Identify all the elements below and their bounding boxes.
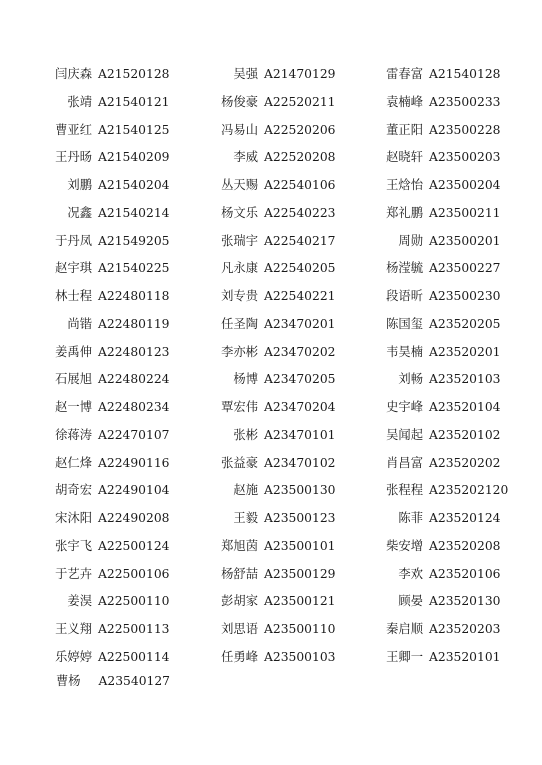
student-id: A22500106 xyxy=(98,566,170,581)
name-id-grid xyxy=(0,63,542,674)
student-name: 曹亚红 xyxy=(55,122,92,137)
student-id: A23500101 xyxy=(264,538,336,553)
table-row xyxy=(0,452,542,480)
student-id: A23470202 xyxy=(264,344,336,359)
student-id: A23500233 xyxy=(429,94,501,109)
student-name: 王毅 xyxy=(233,511,258,525)
student-name: 胡奇宏 xyxy=(55,483,92,498)
student-name: 乐婷婷 xyxy=(55,649,92,664)
student-name: 张靖 xyxy=(67,94,92,109)
student-id: A21540225 xyxy=(98,261,170,276)
table-row xyxy=(0,507,542,535)
table-row xyxy=(0,202,542,230)
student-id: A21540128 xyxy=(429,67,501,81)
student-name: 刘专贵 xyxy=(221,289,258,303)
student-id: A22490116 xyxy=(98,455,170,470)
student-name: 王卿一 xyxy=(386,649,423,664)
student-id: A23520101 xyxy=(429,649,501,664)
student-name: 杨俊豪 xyxy=(221,94,258,109)
student-id: A23500121 xyxy=(264,594,336,609)
table-row xyxy=(0,424,542,452)
student-id: A22490208 xyxy=(98,511,170,525)
student-id: A23470204 xyxy=(264,400,336,414)
student-name: 杨舒喆 xyxy=(221,566,258,581)
student-name: 于艺卉 xyxy=(55,566,92,581)
student-name: 王丹旸 xyxy=(55,150,92,165)
student-id: A22520211 xyxy=(264,94,336,109)
student-name: 赵宇琪 xyxy=(55,261,92,276)
student-name: 彭胡家 xyxy=(221,594,258,609)
student-id: A23520104 xyxy=(429,400,501,414)
student-name: 张宇飞 xyxy=(55,538,92,553)
student-id: A23500211 xyxy=(429,205,501,220)
student-id: A22480118 xyxy=(98,289,170,303)
student-id: A23500228 xyxy=(429,122,501,137)
student-name: 韦昊楠 xyxy=(386,344,423,359)
table-row xyxy=(0,257,542,285)
student-id: A22540217 xyxy=(264,233,336,248)
table-row xyxy=(0,396,542,424)
student-name: 张瑞宇 xyxy=(221,233,258,248)
student-id: A22540205 xyxy=(264,261,336,276)
table-row xyxy=(0,174,542,202)
student-id: A23470102 xyxy=(264,455,336,470)
student-id: A22520208 xyxy=(264,150,336,165)
student-name: 李威 xyxy=(233,150,258,165)
student-id: A22540223 xyxy=(264,205,336,220)
student-id: A23520124 xyxy=(429,511,501,525)
student-name: 秦启顺 xyxy=(386,622,423,636)
student-id: A22470107 xyxy=(98,427,170,442)
student-name: 郑旭茵 xyxy=(221,538,258,553)
student-name: 尚锴 xyxy=(67,316,92,331)
student-id: A23520102 xyxy=(429,427,501,442)
student-name: 史宇峰 xyxy=(386,400,423,414)
student-name: 顾晏 xyxy=(398,594,423,609)
table-row xyxy=(0,313,542,341)
table-row xyxy=(0,91,542,119)
table-row xyxy=(0,146,542,174)
student-id: A22480123 xyxy=(98,344,170,359)
student-name: 丛天赐 xyxy=(221,178,258,192)
student-name: 况鑫 xyxy=(67,205,92,220)
student-name: 郑礼鹏 xyxy=(386,205,423,220)
student-name: 刘畅 xyxy=(398,372,423,387)
table-row xyxy=(0,341,542,369)
student-id: A21549205 xyxy=(98,233,170,248)
student-name: 周勋 xyxy=(398,233,423,248)
student-id: A23500203 xyxy=(429,150,501,165)
student-id: A23520203 xyxy=(429,622,501,636)
student-id: A22500110 xyxy=(98,594,170,609)
student-id: A23470205 xyxy=(264,372,336,387)
student-id: A23520202 xyxy=(429,455,501,470)
student-name: 覃宏伟 xyxy=(221,400,258,414)
student-name: 董正阳 xyxy=(386,122,423,137)
student-id: A23500103 xyxy=(264,649,336,664)
student-id: A23500201 xyxy=(429,233,501,248)
student-name: 李亦彬 xyxy=(221,344,258,359)
student-id: A23540127 xyxy=(98,674,171,688)
student-id: A21540121 xyxy=(98,94,170,109)
student-id: A23500110 xyxy=(264,622,336,636)
student-id: A22540221 xyxy=(264,289,336,303)
student-name: 张程程 xyxy=(386,483,423,498)
student-name: 杨博 xyxy=(233,372,258,387)
last-entry xyxy=(56,672,170,690)
student-id: A22500113 xyxy=(98,622,170,636)
table-row xyxy=(0,119,542,147)
student-id: A21540125 xyxy=(98,122,170,137)
student-id: A23520205 xyxy=(429,316,501,331)
student-name: 陈菲 xyxy=(398,511,423,525)
student-name: 柴安增 xyxy=(386,538,423,553)
student-name: 林士程 xyxy=(55,289,92,303)
student-id: A23520201 xyxy=(429,344,501,359)
student-id: A22520206 xyxy=(264,122,336,137)
student-name: 姜淏 xyxy=(67,594,92,609)
student-name: 任勇峰 xyxy=(221,649,258,664)
student-name: 刘鹏 xyxy=(67,178,92,192)
student-name: 王焓怡 xyxy=(386,178,423,192)
student-id: A21540204 xyxy=(98,178,170,192)
student-name: 王义翔 xyxy=(55,622,92,636)
student-id: A21520128 xyxy=(98,67,170,81)
student-name: 冯易山 xyxy=(221,122,258,137)
student-name: 袁楠峰 xyxy=(386,94,423,109)
student-name: 肖昌富 xyxy=(386,455,423,470)
table-row xyxy=(0,535,542,563)
student-id: A21540209 xyxy=(98,150,170,165)
student-name: 张彬 xyxy=(233,427,258,442)
student-name: 吴强 xyxy=(233,67,258,81)
student-id: A23500227 xyxy=(429,261,501,276)
student-name: 吴闻起 xyxy=(386,427,423,442)
student-id: A21470129 xyxy=(264,67,336,81)
student-id: A22490104 xyxy=(98,483,170,498)
student-name: 陈国玺 xyxy=(386,316,423,331)
student-id: A22480224 xyxy=(98,372,170,387)
student-id: A22540106 xyxy=(264,178,336,192)
table-row xyxy=(0,618,542,646)
table-row xyxy=(0,368,542,396)
student-id: A22480119 xyxy=(98,316,170,331)
table-row xyxy=(0,563,542,591)
student-name: 宋沐阳 xyxy=(55,511,92,525)
student-name: 李欢 xyxy=(398,566,423,581)
student-id: A23500129 xyxy=(264,566,336,581)
student-name: 赵仁烽 xyxy=(55,455,92,470)
student-name: 赵晓轩 xyxy=(386,150,423,165)
student-name: 刘思语 xyxy=(221,622,258,636)
student-name: 于丹凤 xyxy=(55,233,92,248)
table-row xyxy=(0,63,542,91)
table-row xyxy=(0,479,542,507)
student-name: 段语昕 xyxy=(386,289,423,303)
student-name: 张益豪 xyxy=(221,455,258,470)
student-name: 凡永康 xyxy=(221,261,258,276)
student-id: A235202120 xyxy=(429,483,509,498)
student-id: A23500130 xyxy=(264,483,336,498)
student-name: 赵施 xyxy=(233,483,258,498)
student-name: 任圣陶 xyxy=(221,316,258,331)
student-id: A22480234 xyxy=(98,400,170,414)
student-id: A23520130 xyxy=(429,594,501,609)
student-name: 徐蒋涛 xyxy=(55,427,92,442)
student-id: A22500124 xyxy=(98,538,170,553)
student-id: A23500123 xyxy=(264,511,336,525)
student-name: 闫庆森 xyxy=(55,67,92,81)
student-name: 石展旭 xyxy=(55,372,92,387)
student-id: A22500114 xyxy=(98,649,170,664)
student-id: A23520103 xyxy=(429,372,501,387)
student-name: 赵一博 xyxy=(55,400,92,414)
student-name: 曹杨 xyxy=(56,674,81,688)
student-id: A23520208 xyxy=(429,538,501,553)
student-id: A23500230 xyxy=(429,289,501,303)
table-row xyxy=(0,230,542,258)
student-id: A23470201 xyxy=(264,316,336,331)
student-id: A23500204 xyxy=(429,178,501,192)
student-name: 杨文乐 xyxy=(221,205,258,220)
student-id: A23520106 xyxy=(429,566,501,581)
student-name: 杨滢毓 xyxy=(386,261,423,276)
student-id: A21540214 xyxy=(98,205,170,220)
table-row xyxy=(0,590,542,618)
table-row xyxy=(0,646,542,674)
student-id: A23470101 xyxy=(264,427,336,442)
student-name: 雷春富 xyxy=(386,67,423,81)
table-row xyxy=(0,285,542,313)
student-name: 姜禹伸 xyxy=(55,344,92,359)
